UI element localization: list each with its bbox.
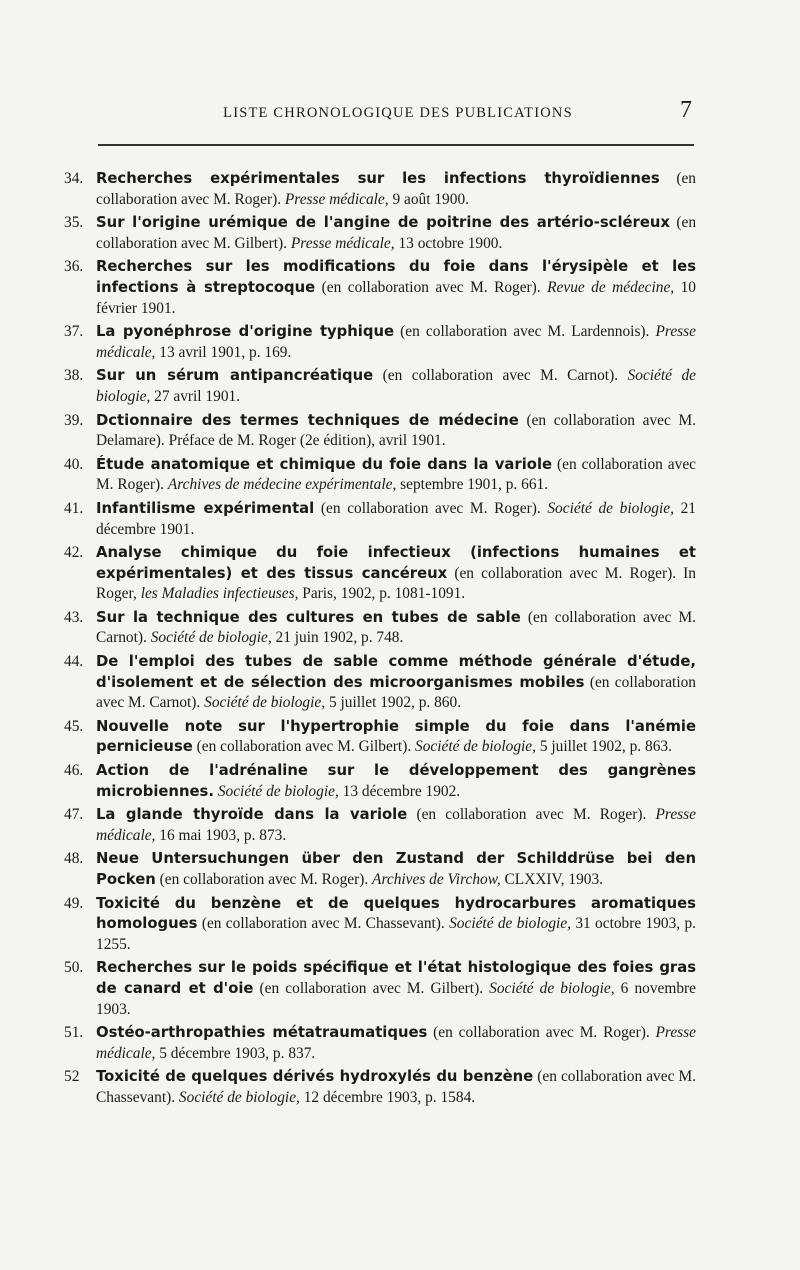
entry-title: De l'emploi des tubes de sable comme méthode générale d'étude, d'isolement et de sélection des microorganismes mobiles <box>96 653 696 691</box>
entry-details: (en collaboration avec M. Chassevant). <box>96 1068 696 1106</box>
publication-list <box>64 169 696 1112</box>
entry-title: Recherches sur le poids spécifique et l'état histologique des foies gras de canard et d'oie <box>96 959 696 997</box>
entry-journal: Presse médicale, <box>96 806 696 844</box>
entry-title: Analyse chimique du foie infectieux (infections humaines et expérimentales) et des tissus cancéreux <box>96 544 696 582</box>
entry-text <box>96 849 696 890</box>
entry-date: 9 août 1900. <box>388 190 469 208</box>
publication-entry <box>64 499 696 540</box>
entry-details: (en collaboration avec M. Delamare). Préface de M. Roger (2e édition), avril 1901. <box>96 411 696 450</box>
entry-text <box>96 169 696 210</box>
entry-details: (en collaboration avec M. Gilbert). <box>96 214 697 252</box>
publication-entry <box>64 894 696 956</box>
entry-title: La pyonéphrose d'origine typhique <box>96 323 395 341</box>
entry-details: (en collaboration avec M. Roger). <box>407 806 656 824</box>
entry-journal: Société de biologie, <box>96 367 696 405</box>
page-header <box>100 97 696 127</box>
entry-details: (en collaboration avec M. Roger). <box>155 871 373 888</box>
entry-details: (en collaboration avec M. Roger). <box>314 499 548 517</box>
entry-date: Paris, 1902, p. 1081-1091. <box>298 585 466 603</box>
page-number: 7 <box>680 97 692 123</box>
entry-number: 46. <box>64 762 84 780</box>
entry-date: 31 octobre 1903, p. 1255. <box>96 915 697 953</box>
entry-date: 16 mai 1903, p. 873. <box>155 826 287 844</box>
entry-text <box>96 257 696 319</box>
entry-text <box>96 717 696 758</box>
entry-title: Recherches expérimentales sur les infections thyroïdiennes <box>96 170 660 187</box>
entry-details: (en collaboration avec M. Carnot). <box>373 367 628 385</box>
entry-journal: Société de biologie, <box>415 738 536 756</box>
entry-number: 44. <box>64 653 84 671</box>
publication-entry <box>64 805 696 846</box>
entry-journal: Presse médicale, <box>96 323 696 361</box>
entry-number: 43. <box>64 608 84 626</box>
entry-details: (en collaboration avec M. Roger). <box>315 278 548 296</box>
publication-entry <box>64 1023 696 1064</box>
entry-text <box>96 1067 696 1108</box>
entry-number: 50. <box>64 959 84 977</box>
entry-journal: Presse médicale, <box>96 1024 696 1062</box>
entry-text <box>96 894 696 956</box>
entry-details: (en collaboration avec M. Chassevant). <box>197 915 450 933</box>
entry-journal: Archives de médecine expérimentale, <box>167 476 397 494</box>
entry-date: 5 décembre 1903, p. 837. <box>155 1044 316 1062</box>
entry-text <box>96 411 696 452</box>
entry-details: (en collaboration avec M. Roger). In Roger, <box>96 564 696 603</box>
entry-text <box>96 805 696 846</box>
entry-text <box>96 499 696 540</box>
entry-journal: Société de biologie, <box>178 1088 300 1106</box>
entry-date: CLXXIV, 1903. <box>500 871 604 888</box>
entry-date: 13 décembre 1902. <box>338 782 461 800</box>
entry-text <box>96 608 696 649</box>
entry-number: 37. <box>64 323 84 341</box>
entry-journal: Revue de médecine, <box>547 278 675 296</box>
entry-date: 21 décembre 1901. <box>96 499 696 538</box>
entry-title: Ostéo-arthropathies métatraumatiques <box>96 1024 428 1042</box>
entry-number: 36. <box>64 258 84 276</box>
entry-number: 49. <box>64 894 84 912</box>
entry-number: 39. <box>64 411 84 429</box>
entry-text <box>96 455 696 496</box>
entry-date: 6 novembre 1903. <box>96 979 696 1018</box>
entry-journal: Société de biologie, <box>489 979 615 997</box>
entry-date: 27 avril 1901. <box>150 387 241 405</box>
entry-number: 35. <box>64 214 84 232</box>
entry-details: (en collaboration avec M. Carnot). <box>96 608 696 647</box>
entry-number: 47. <box>64 806 84 824</box>
entry-number: 52 <box>64 1068 80 1086</box>
running-title: LISTE CHRONOLOGIQUE DES PUBLICATIONS <box>223 105 573 121</box>
entry-title: Recherches sur les modifications du foie dans l'érysipèle et les infections à streptocoque <box>96 258 696 296</box>
entry-details: (en collaboration avec M. Gilbert). <box>253 979 490 997</box>
entry-title: Nouvelle note sur l'hypertrophie simple du foie dans l'anémie pernicieuse <box>96 717 696 756</box>
publication-entry <box>64 761 696 802</box>
entry-title: Étude anatomique et chimique du foie dans la variole <box>96 455 553 473</box>
entry-date: 12 décembre 1903, p. 1584. <box>299 1088 476 1106</box>
entry-text <box>96 366 696 407</box>
publication-entry <box>64 455 696 496</box>
entry-number: 42. <box>64 544 84 562</box>
publication-entry <box>64 652 696 714</box>
entry-journal: les Maladies infectieuses, <box>140 585 299 603</box>
publication-entry <box>64 169 696 210</box>
entry-title: Infantilisme expérimental <box>96 499 315 517</box>
publication-entry <box>64 608 696 649</box>
entry-number: 34. <box>64 170 84 187</box>
entry-text <box>96 543 696 605</box>
entry-number: 51. <box>64 1024 84 1042</box>
entry-details: (en collaboration avec M. Roger). <box>427 1024 656 1042</box>
entry-text <box>96 1023 696 1064</box>
entry-number: 38. <box>64 367 84 385</box>
publication-entry <box>64 322 696 363</box>
entry-date: 5 juillet 1902, p. 860. <box>325 694 462 712</box>
entry-journal: Société de biologie, <box>204 694 326 712</box>
entry-journal: Société de biologie, <box>217 782 339 800</box>
entry-title: La glande thyroïde dans la variole <box>96 806 408 824</box>
entry-text <box>96 958 696 1020</box>
publication-entry <box>64 849 696 890</box>
entry-date: 13 octobre 1900. <box>394 234 503 252</box>
entry-journal: Presse médicale, <box>290 234 395 252</box>
entry-number: 41. <box>64 499 84 517</box>
entry-date: 21 juin 1902, p. 748. <box>271 629 404 647</box>
entry-journal: Société de biologie, <box>150 629 272 647</box>
entry-title: Sur l'origine urémique de l'angine de poitrine des artério-scléreux <box>96 214 670 232</box>
entry-title: Toxicité du benzène et de quelques hydrocarbures aromatiques homologues <box>96 894 696 933</box>
entry-title: Dctionnaire des termes techniques de médecine <box>96 411 519 429</box>
entry-text <box>96 322 696 363</box>
entry-number: 40. <box>64 455 84 473</box>
entry-title: Neue Untersuchungen über den Zustand der Schilddrüse bei den Pocken <box>96 850 696 888</box>
entry-number: 45. <box>64 717 84 735</box>
publication-entry <box>64 1067 696 1108</box>
entry-journal: Presse médicale, <box>284 190 389 208</box>
header-rule <box>98 144 694 146</box>
entry-date: 13 avril 1901, p. 169. <box>155 343 292 361</box>
publication-entry <box>64 366 696 407</box>
entry-date: 5 juillet 1902, p. 863. <box>535 738 672 756</box>
publication-entry <box>64 213 696 254</box>
entry-date: septembre 1901, p. 661. <box>396 476 549 494</box>
entry-text <box>96 213 696 254</box>
entry-details: (en collaboration avec M. Lardennois). <box>394 323 656 341</box>
entry-title: Sur la technique des cultures en tubes de sable <box>96 608 521 626</box>
publication-entry <box>64 717 696 758</box>
entry-details: (en collaboration avec M. Roger). <box>96 455 696 494</box>
entry-journal: Archives de Virchow, <box>372 871 501 888</box>
entry-date: 10 février 1901. <box>96 278 696 317</box>
entry-number: 48. <box>64 850 84 868</box>
entry-title: Toxicité de quelques dérivés hydroxylés du benzène <box>96 1068 534 1086</box>
publication-entry <box>64 257 696 319</box>
entry-details: (en collaboration avec M. Roger). <box>96 170 697 208</box>
entry-details: (en collaboration avec M. Carnot). <box>96 673 696 712</box>
publication-entry <box>64 958 696 1020</box>
publication-entry <box>64 411 696 452</box>
entry-journal: Société de biologie, <box>449 915 571 933</box>
entry-text <box>96 652 696 714</box>
entry-title: Action de l'adrénaline sur le développement des gangrènes microbiennes. <box>96 762 696 800</box>
entry-journal: Société de biologie, <box>547 499 674 517</box>
entry-details: (en collaboration avec M. Gilbert). <box>192 738 416 756</box>
entry-title: Sur un sérum antipancréatique <box>96 367 374 385</box>
entry-text <box>96 761 696 802</box>
publication-entry <box>64 543 696 605</box>
